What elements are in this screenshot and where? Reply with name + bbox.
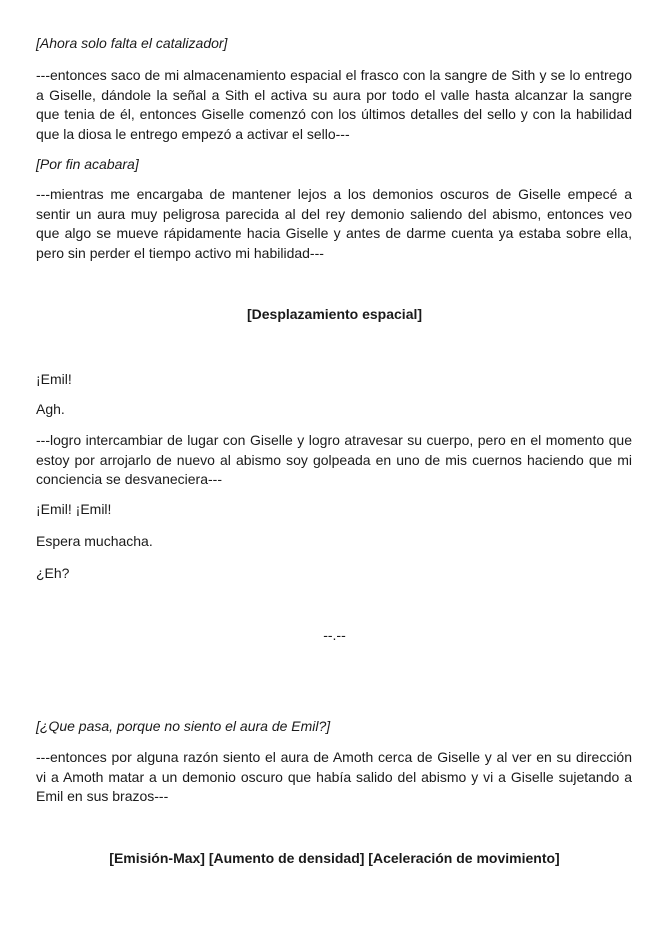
dialogue-line-emil: ¡Emil! bbox=[36, 371, 72, 387]
narration-paragraph-seal: ---entonces saco de mi almacenamiento espacial el frasco con la sangre de Sith y se lo entrego a Giselle, dándole la señal a Sith el activa su aura por todo el valle hasta alcanzar la sangre que tenia de él, entonces Giselle comenzó con los últimos detalles del sello y con la habilidad que la diosa le entrego empezó a activar el sello--- bbox=[36, 67, 632, 142]
thought-finally: [Por fin acabara] bbox=[36, 156, 139, 172]
thought-emil-aura: [¿Que pasa, porque no siento el aura de Emil?] bbox=[36, 718, 331, 734]
scene-break: --.-- bbox=[323, 627, 346, 643]
dialogue-line-emil-emil: ¡Emil! ¡Emil! bbox=[36, 501, 112, 517]
narration-paragraph-swap: ---logro intercambiar de lugar con Giselle y logro atravesar su cuerpo, pero en el momento que estoy por arrojarlo de nuevo al abismo soy golpeada en uno de mis cuernos haciendo que mi conciencia se desvaneciera--- bbox=[36, 432, 632, 487]
narration-paragraph-demon: ---mientras me encargaba de mantener lejos a los demonios oscuros de Giselle empecé a sentir un aura muy peligrosa parecida al del rey demonio saliendo del abismo, entonces veo que algo se mueve rápidamente hacia Giselle y antes de darme cuenta ya estaba sobre ella, pero sin perder el tiempo activo mi habilidad--- bbox=[36, 186, 632, 261]
skill-heading-emission-max: [Emisión-Max] [Aumento de densidad] [Aceleración de movimiento] bbox=[109, 850, 560, 866]
thought-catalyst: [Ahora solo falta el catalizador] bbox=[36, 35, 228, 51]
dialogue-line-wait: Espera muchacha. bbox=[36, 533, 153, 549]
narration-paragraph-amoth: ---entonces por alguna razón siento el aura de Amoth cerca de Giselle y al ver en su dirección vi a Amoth matar a un demonio oscuro que había salido del abismo y vi a Giselle sujetando a Emil en sus brazos--- bbox=[36, 749, 632, 804]
dialogue-line-eh: ¿Eh? bbox=[36, 565, 70, 581]
skill-heading-spatial-displacement: [Desplazamiento espacial] bbox=[246, 306, 423, 322]
dialogue-line-agh: Agh. bbox=[36, 401, 65, 417]
